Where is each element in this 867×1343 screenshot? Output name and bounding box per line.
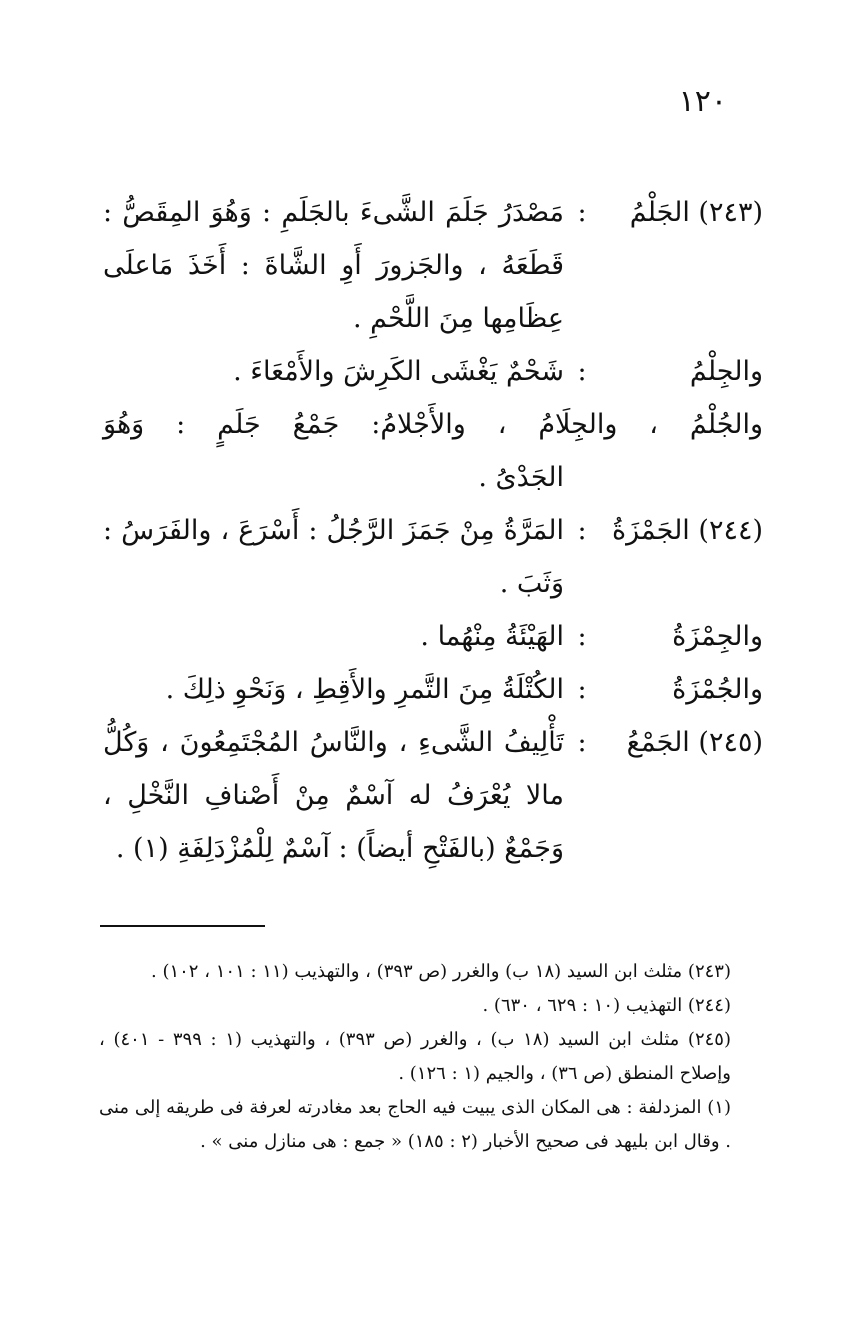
entry-jumza <box>103 663 763 716</box>
entry-separator: : <box>577 356 587 387</box>
entry-headword: والجِلْمُ <box>689 356 763 387</box>
entry-jilm <box>103 345 763 398</box>
entry-headword: (٢٤٤) الجَمْزَةُ <box>612 515 763 546</box>
entry-separator: : <box>577 515 587 546</box>
entry-headword: (٢٤٥) الجَمْعُ <box>626 727 763 758</box>
footnote-243: (٢٤٣) مثلث ابن السيد (١٨ ب) والغرر (ص ٣٩٣) ، والتهذيب (١١ : ١٠١ ، ١٠٢) . <box>151 961 731 982</box>
footnote-245: (٢٤٥) مثلث ابن السيد (١٨ ب) ، والغرر (ص ٣٩٣) ، والتهذيب (١ : ٣٩٩ - ٤٠١) ، وإصلاح المنطق (ص ٣٦) ، والجيم (١ : ١٢٦) . <box>99 1029 731 1084</box>
entry-headword: (٢٤٣) الجَلْمُ <box>629 197 763 228</box>
entry-separator: : <box>577 621 587 652</box>
entry-definition: الهَيْئَةُ مِنْهُما . <box>420 621 564 652</box>
entry-headword: والجُمْزَةُ <box>672 674 763 705</box>
entry-julm-plurals: والجُلْمُ ، والجِلَامُ ، والأَجْلامُ: جَمْعُ جَلَمٍ : وَهُوَ <box>103 409 763 440</box>
entry-definition: مَصْدَرُ جَلَمَ الشَّىءَ بالجَلَمِ : وَهُوَ المِقَصُّ : قَطَعَهُ ، والجَزورَ أَوِ الشَّاةَ : أَخَذَ مَاعلَى عِظَامِها مِنَ اللَّحْمِ . <box>103 197 564 334</box>
entry-244-jamza <box>103 504 763 610</box>
page-number: ١٢٠ <box>678 84 727 119</box>
entry-245-jam <box>103 716 763 875</box>
entry-definition: المَرَّةُ مِنْ جَمَزَ الرَّجُلُ : أَسْرَعَ ، والفَرَسُ : وَثَبَ . <box>103 515 564 599</box>
entry-243-jalm <box>103 186 763 345</box>
entry-headword: والجِمْزَةُ <box>672 621 763 652</box>
footnote-244: (٢٤٤) التهذيب (١٠ : ٦٢٩ ، ٦٣٠) . <box>482 995 731 1016</box>
entry-definition: شَحْمٌ يَغْشَى الكَرِشَ والأَمْعَاءَ . <box>233 356 564 387</box>
entry-separator: : <box>577 197 587 228</box>
entry-jimza <box>103 610 763 663</box>
entry-definition: تَأْلِيفُ الشَّىءِ ، والنَّاسُ المُجْتَمِعُونَ ، وَكُلُّ مالا يُعْرَفُ له آسْمٌ مِنْ أَصْنافِ النَّخْلِ ، وَجَمْعٌ (بالفَتْحِ أيضاً) : آسْمٌ لِلْمُزْدَلِفَةِ (١) . <box>103 727 564 864</box>
footnote-1-muzdalifa: (١) المزدلفة : هى المكان الذى يبيت فيه الحاج بعد مغادرته لعرفة فى طريقه إلى منى . وقال ابن بليهد فى صحيح الأخبار (٢ : ١٨٥) « جمع : هى منازل منى » . <box>99 1097 731 1152</box>
entry-separator: : <box>577 674 587 705</box>
footnote-divider <box>100 925 265 927</box>
entry-julm-continuation: الجَدْىُ . <box>478 462 564 493</box>
entry-definition: الكُتْلَةُ مِنَ التَّمرِ والأَقِطِ ، وَنَحْوِ ذلِكَ . <box>165 674 564 705</box>
footnotes <box>99 955 767 1159</box>
entry-separator: : <box>577 727 587 758</box>
dictionary-entries <box>103 186 763 875</box>
